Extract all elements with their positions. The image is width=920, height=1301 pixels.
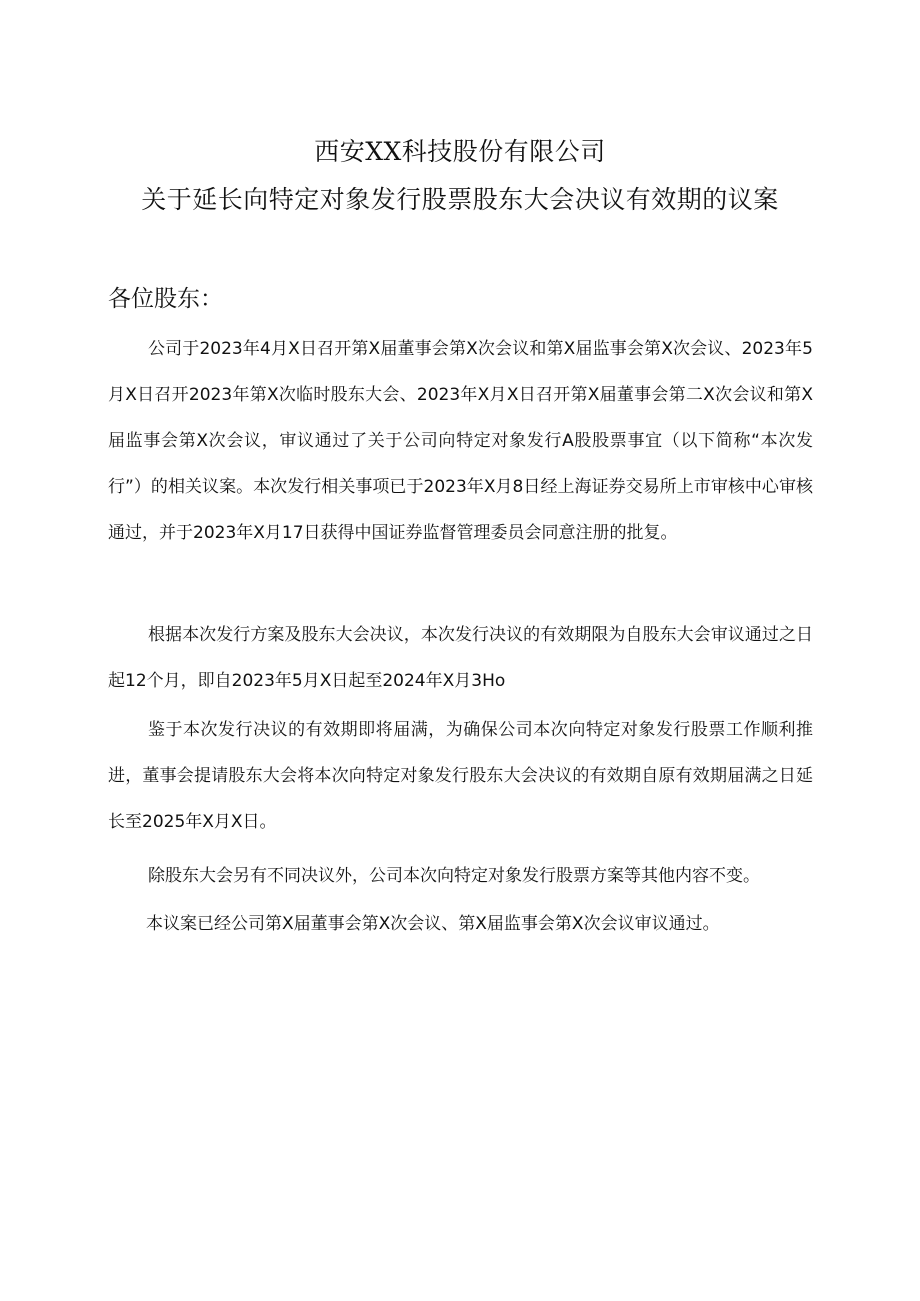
salutation: 各位股东： (108, 286, 223, 312)
paragraph-background: 公司于2023年4月X日召开第X届董事会第X次会议和第X届监事会第X次会议、2023年5月X日召开2023年第X次临时股东大会、2023年X月X日召开第X届董事会第二X次会议和第X届监事会第X次会议，审议通过了关于公司向特定对象发行A股股票事宜（以下简称“本次发行”）的相关议案。本次发行相关事项已于2023年X月8日经上海证券交易所上市审核中心审核通过，并于2023年X月17日获得中国证券监督管理委员会同意注册的批复。 (108, 339, 813, 543)
proposal-title: 关于延长向特定对象发行股票股东大会决议有效期的议案 (141, 185, 779, 214)
paragraph-extension-request: 鉴于本次发行决议的有效期即将届满，为确保公司本次向特定对象发行股票工作顺利推进，董事会提请股东大会将本次向特定对象发行股东大会决议的有效期自原有效期届满之日延长至2025年X月X日。 (108, 720, 813, 832)
paragraph-other-terms: 除股东大会另有不同决议外，公司本次向特定对象发行股票方案等其他内容不变。 (148, 866, 760, 886)
paragraph-approval: 本议案已经公司第X届董事会第X次会议、第X届监事会第X次会议审议通过。 (146, 914, 720, 934)
paragraph-validity-period: 根据本次发行方案及股东大会决议，本次发行决议的有效期限为自股东大会审议通过之日起12个月，即自2023年5月X日起至2024年X月3Ho (108, 625, 813, 691)
company-title: 西安XX科技股份有限公司 (314, 137, 606, 166)
